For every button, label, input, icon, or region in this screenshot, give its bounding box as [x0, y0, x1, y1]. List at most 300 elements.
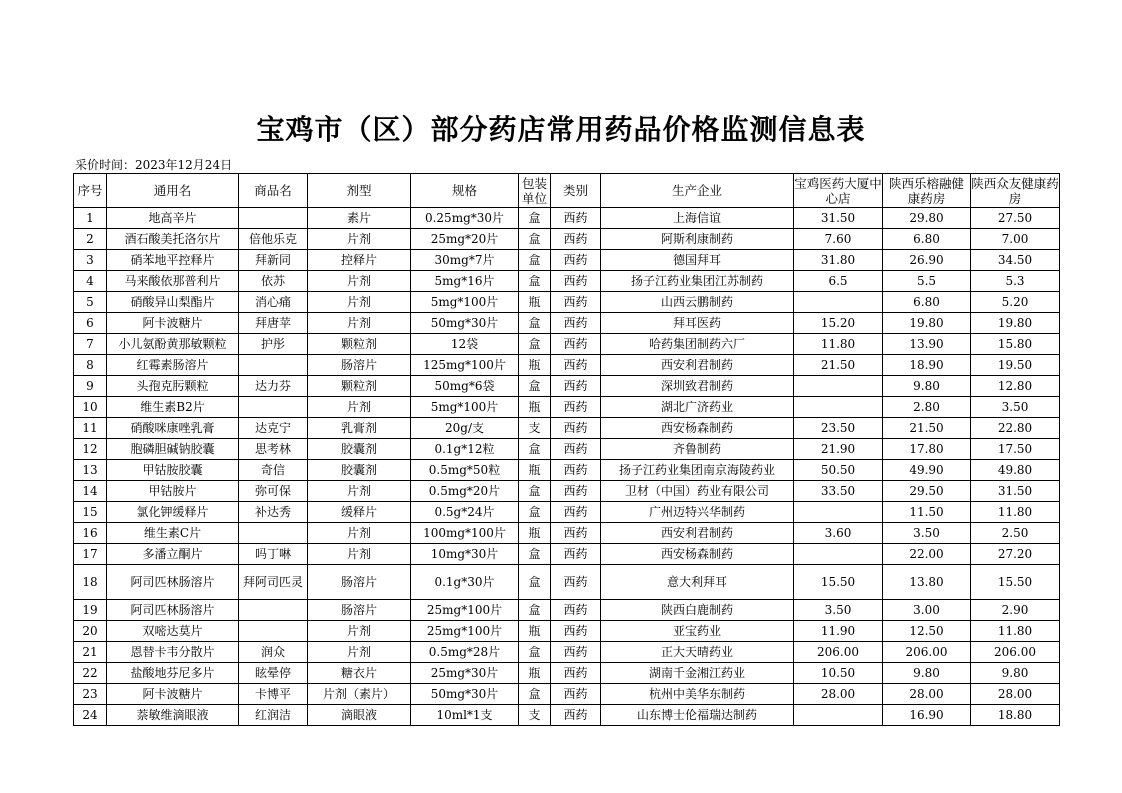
- cell-brand-name: 达克宁: [239, 418, 308, 439]
- cell-manufacturer: 扬子江药业集团江苏制药: [601, 271, 794, 292]
- cell-generic-name: 小儿氨酚黄那敏颗粒: [107, 334, 239, 355]
- cell-package-unit: 瓶: [519, 621, 551, 642]
- cell-category: 西药: [551, 397, 601, 418]
- cell-price-store-3: 2.90: [971, 600, 1060, 621]
- cell-brand-name: [239, 600, 308, 621]
- cell-package-unit: 盒: [519, 334, 551, 355]
- cell-price-store-2: 3.50: [883, 523, 971, 544]
- table-row: [74, 600, 1060, 621]
- cell-category: 西药: [551, 250, 601, 271]
- cell-generic-name: 地高辛片: [107, 208, 239, 229]
- cell-generic-name: 阿司匹林肠溶片: [107, 600, 239, 621]
- cell-index: 16: [74, 523, 107, 544]
- cell-specification: 0.5g*24片: [411, 502, 519, 523]
- cell-specification: 25mg*100片: [411, 600, 519, 621]
- cell-specification: 50mg*30片: [411, 313, 519, 334]
- cell-price-store-2: 22.00: [883, 544, 971, 565]
- cell-package-unit: 瓶: [519, 397, 551, 418]
- cell-price-store-1: 31.50: [794, 208, 883, 229]
- cell-manufacturer: 湖南千金湘江药业: [601, 663, 794, 684]
- cell-index: 18: [74, 565, 107, 600]
- cell-category: 西药: [551, 663, 601, 684]
- cell-specification: 5mg*16片: [411, 271, 519, 292]
- cell-price-store-2: 206.00: [883, 642, 971, 663]
- cell-dosage-form: 缓释片: [308, 502, 411, 523]
- cell-package-unit: 盒: [519, 600, 551, 621]
- cell-manufacturer: 拜耳医药: [601, 313, 794, 334]
- header-store-3: 陕西众友健康药房: [971, 175, 1059, 206]
- cell-manufacturer: 西安杨森制药: [601, 418, 794, 439]
- cell-price-store-3: 12.80: [971, 376, 1060, 397]
- cell-index: 2: [74, 229, 107, 250]
- cell-manufacturer: 深圳致君制药: [601, 376, 794, 397]
- cell-index: 3: [74, 250, 107, 271]
- cell-specification: 25mg*100片: [411, 621, 519, 642]
- cell-dosage-form: 控释片: [308, 250, 411, 271]
- header-store-2: 陕西乐榕融健康药房: [883, 174, 971, 208]
- header-dosage-form: 剂型: [308, 174, 411, 208]
- cell-specification: 100mg*100片: [411, 523, 519, 544]
- cell-generic-name: 硝酸异山梨酯片: [107, 292, 239, 313]
- cell-generic-name: 硝苯地平控释片: [107, 250, 239, 271]
- cell-category: 西药: [551, 292, 601, 313]
- cell-brand-name: [239, 621, 308, 642]
- cell-brand-name: [239, 208, 308, 229]
- cell-price-store-1: [794, 397, 883, 418]
- cell-price-store-2: 28.00: [883, 684, 971, 705]
- cell-price-store-2: 26.90: [883, 250, 971, 271]
- cell-dosage-form: 滴眼液: [308, 705, 411, 726]
- cell-category: 西药: [551, 334, 601, 355]
- cell-index: 13: [74, 460, 107, 481]
- cell-specification: 12袋: [411, 334, 519, 355]
- cell-manufacturer: 上海信谊: [601, 208, 794, 229]
- cell-manufacturer: 山东博士伦福瑞达制药: [601, 705, 794, 726]
- cell-manufacturer: 扬子江药业集团南京海陵药业: [601, 460, 794, 481]
- table-row: [74, 292, 1060, 313]
- collection-date: 采价时间：2023年12月24日: [75, 158, 233, 172]
- cell-generic-name: 双嘧达莫片: [107, 621, 239, 642]
- table-row: [74, 621, 1060, 642]
- cell-category: 西药: [551, 418, 601, 439]
- cell-index: 17: [74, 544, 107, 565]
- cell-specification: 0.1g*30片: [411, 565, 519, 600]
- cell-index: 19: [74, 600, 107, 621]
- table-row: [74, 250, 1060, 271]
- header-brand-name: 商品名: [239, 174, 308, 208]
- cell-specification: 0.1g*12粒: [411, 439, 519, 460]
- cell-package-unit: 盒: [519, 313, 551, 334]
- cell-price-store-3: 28.00: [971, 684, 1060, 705]
- cell-index: 8: [74, 355, 107, 376]
- cell-brand-name: 消心痛: [239, 292, 308, 313]
- table-row: [74, 334, 1060, 355]
- cell-generic-name: 维生素B2片: [107, 397, 239, 418]
- cell-manufacturer: 德国拜耳: [601, 250, 794, 271]
- header-specification: 规格: [411, 174, 519, 208]
- cell-price-store-1: 21.50: [794, 355, 883, 376]
- cell-price-store-1: 21.90: [794, 439, 883, 460]
- cell-dosage-form: 片剂: [308, 313, 411, 334]
- cell-package-unit: 盒: [519, 271, 551, 292]
- cell-index: 12: [74, 439, 107, 460]
- cell-category: 西药: [551, 376, 601, 397]
- cell-package-unit: 盒: [519, 544, 551, 565]
- cell-specification: 50mg*6袋: [411, 376, 519, 397]
- cell-package-unit: 盒: [519, 229, 551, 250]
- cell-package-unit: 支: [519, 705, 551, 726]
- cell-price-store-1: [794, 705, 883, 726]
- cell-specification: 25mg*20片: [411, 229, 519, 250]
- cell-specification: 125mg*100片: [411, 355, 519, 376]
- cell-price-store-1: [794, 502, 883, 523]
- cell-index: 1: [74, 208, 107, 229]
- cell-category: 西药: [551, 705, 601, 726]
- cell-generic-name: 维生素C片: [107, 523, 239, 544]
- cell-manufacturer: 齐鲁制药: [601, 439, 794, 460]
- cell-generic-name: 阿卡波糖片: [107, 313, 239, 334]
- cell-price-store-1: 15.20: [794, 313, 883, 334]
- cell-price-store-1: 7.60: [794, 229, 883, 250]
- cell-category: 西药: [551, 642, 601, 663]
- table-row: [74, 565, 1060, 600]
- cell-package-unit: 盒: [519, 684, 551, 705]
- table-row: [74, 439, 1060, 460]
- cell-price-store-3: 7.00: [971, 229, 1060, 250]
- cell-price-store-1: 10.50: [794, 663, 883, 684]
- cell-manufacturer: 阿斯利康制药: [601, 229, 794, 250]
- cell-dosage-form: 片剂: [308, 292, 411, 313]
- cell-price-store-1: 28.00: [794, 684, 883, 705]
- cell-price-store-3: 27.20: [971, 544, 1060, 565]
- cell-dosage-form: 片剂: [308, 523, 411, 544]
- table-row: [74, 376, 1060, 397]
- header-category: 类别: [551, 174, 601, 208]
- cell-index: 4: [74, 271, 107, 292]
- table-row: [74, 418, 1060, 439]
- cell-brand-name: 倍他乐克: [239, 229, 308, 250]
- cell-price-store-3: 19.80: [971, 313, 1060, 334]
- cell-dosage-form: 片剂: [308, 271, 411, 292]
- cell-category: 西药: [551, 355, 601, 376]
- cell-brand-name: [239, 523, 308, 544]
- cell-price-store-1: 11.80: [794, 334, 883, 355]
- cell-generic-name: 酒石酸美托洛尔片: [107, 229, 239, 250]
- table-row: [74, 663, 1060, 684]
- cell-specification: 5mg*100片: [411, 397, 519, 418]
- table-row: [74, 313, 1060, 334]
- cell-generic-name: 马来酸依那普利片: [107, 271, 239, 292]
- cell-package-unit: 瓶: [519, 663, 551, 684]
- cell-dosage-form: 胶囊剂: [308, 460, 411, 481]
- cell-price-store-1: 50.50: [794, 460, 883, 481]
- cell-category: 西药: [551, 460, 601, 481]
- cell-price-store-1: [794, 376, 883, 397]
- cell-price-store-3: 206.00: [971, 642, 1060, 663]
- cell-brand-name: 红润洁: [239, 705, 308, 726]
- cell-specification: 0.5mg*28片: [411, 642, 519, 663]
- cell-specification: 30mg*7片: [411, 250, 519, 271]
- cell-specification: 25mg*30片: [411, 663, 519, 684]
- cell-price-store-1: 206.00: [794, 642, 883, 663]
- cell-category: 西药: [551, 313, 601, 334]
- price-table: [73, 173, 1060, 726]
- cell-manufacturer: 西安杨森制药: [601, 544, 794, 565]
- cell-package-unit: 盒: [519, 642, 551, 663]
- cell-price-store-1: 31.80: [794, 250, 883, 271]
- cell-manufacturer: 正大天晴药业: [601, 642, 794, 663]
- table-row: [74, 397, 1060, 418]
- cell-brand-name: 依苏: [239, 271, 308, 292]
- cell-price-store-2: 11.50: [883, 502, 971, 523]
- header-store-1: 宝鸡医药大厦中心店: [794, 175, 882, 206]
- cell-category: 西药: [551, 229, 601, 250]
- table-row: [74, 705, 1060, 726]
- cell-specification: 10mg*30片: [411, 544, 519, 565]
- header-package-unit: 包装单位: [519, 174, 551, 208]
- cell-index: 14: [74, 481, 107, 502]
- cell-index: 24: [74, 705, 107, 726]
- cell-package-unit: 盒: [519, 250, 551, 271]
- cell-package-unit: 盒: [519, 376, 551, 397]
- table-row: [74, 502, 1060, 523]
- cell-manufacturer: 山西云鹏制药: [601, 292, 794, 313]
- cell-specification: 5mg*100片: [411, 292, 519, 313]
- cell-price-store-3: 9.80: [971, 663, 1060, 684]
- cell-generic-name: 甲钴胺片: [107, 481, 239, 502]
- cell-category: 西药: [551, 565, 601, 600]
- cell-price-store-1: [794, 544, 883, 565]
- cell-category: 西药: [551, 439, 601, 460]
- cell-generic-name: 氯化钾缓释片: [107, 502, 239, 523]
- cell-price-store-3: 22.80: [971, 418, 1060, 439]
- table-row: [74, 355, 1060, 376]
- cell-brand-name: 思考林: [239, 439, 308, 460]
- cell-brand-name: 吗丁啉: [239, 544, 308, 565]
- cell-price-store-3: 15.80: [971, 334, 1060, 355]
- cell-category: 西药: [551, 600, 601, 621]
- cell-index: 20: [74, 621, 107, 642]
- cell-generic-name: 恩替卡韦分散片: [107, 642, 239, 663]
- cell-generic-name: 胞磷胆碱钠胶囊: [107, 439, 239, 460]
- cell-generic-name: 硝酸咪康唑乳膏: [107, 418, 239, 439]
- cell-price-store-2: 9.80: [883, 376, 971, 397]
- cell-price-store-2: 21.50: [883, 418, 971, 439]
- cell-generic-name: 多潘立酮片: [107, 544, 239, 565]
- cell-price-store-2: 17.80: [883, 439, 971, 460]
- table-row: [74, 544, 1060, 565]
- cell-dosage-form: 片剂（素片）: [308, 684, 411, 705]
- cell-price-store-3: 17.50: [971, 439, 1060, 460]
- cell-generic-name: 盐酸地芬尼多片: [107, 663, 239, 684]
- cell-brand-name: [239, 397, 308, 418]
- cell-price-store-2: 29.50: [883, 481, 971, 502]
- header-manufacturer: 生产企业: [601, 174, 794, 208]
- cell-package-unit: 盒: [519, 481, 551, 502]
- cell-dosage-form: 片剂: [308, 229, 411, 250]
- cell-manufacturer: 西安利君制药: [601, 523, 794, 544]
- table-body: [74, 208, 1060, 726]
- cell-package-unit: 盒: [519, 208, 551, 229]
- cell-category: 西药: [551, 271, 601, 292]
- cell-brand-name: 奇信: [239, 460, 308, 481]
- cell-manufacturer: 亚宝药业: [601, 621, 794, 642]
- cell-specification: 20g/支: [411, 418, 519, 439]
- cell-brand-name: 拜唐苹: [239, 313, 308, 334]
- cell-index: 15: [74, 502, 107, 523]
- cell-manufacturer: 哈药集团制药六厂: [601, 334, 794, 355]
- cell-index: 21: [74, 642, 107, 663]
- cell-dosage-form: 片剂: [308, 544, 411, 565]
- cell-package-unit: 瓶: [519, 292, 551, 313]
- cell-package-unit: 支: [519, 418, 551, 439]
- cell-brand-name: 眩晕停: [239, 663, 308, 684]
- cell-dosage-form: 肠溶片: [308, 565, 411, 600]
- table-row: [74, 684, 1060, 705]
- table-row: [74, 208, 1060, 229]
- cell-specification: 0.25mg*30片: [411, 208, 519, 229]
- cell-brand-name: 护彤: [239, 334, 308, 355]
- cell-dosage-form: 糖衣片: [308, 663, 411, 684]
- cell-category: 西药: [551, 684, 601, 705]
- cell-dosage-form: 乳膏剂: [308, 418, 411, 439]
- cell-price-store-1: 15.50: [794, 565, 883, 600]
- cell-price-store-2: 6.80: [883, 292, 971, 313]
- cell-price-store-2: 13.90: [883, 334, 971, 355]
- cell-package-unit: 瓶: [519, 460, 551, 481]
- cell-brand-name: [239, 355, 308, 376]
- cell-price-store-2: 49.90: [883, 460, 971, 481]
- cell-brand-name: 拜新同: [239, 250, 308, 271]
- cell-generic-name: 头孢克肟颗粒: [107, 376, 239, 397]
- cell-price-store-2: 3.00: [883, 600, 971, 621]
- cell-price-store-2: 12.50: [883, 621, 971, 642]
- cell-price-store-2: 29.80: [883, 208, 971, 229]
- cell-package-unit: 盒: [519, 502, 551, 523]
- cell-dosage-form: 胶囊剂: [308, 439, 411, 460]
- cell-price-store-1: 6.5: [794, 271, 883, 292]
- cell-category: 西药: [551, 502, 601, 523]
- cell-dosage-form: 片剂: [308, 481, 411, 502]
- table-row: [74, 229, 1060, 250]
- cell-package-unit: 盒: [519, 439, 551, 460]
- cell-package-unit: 盒: [519, 565, 551, 600]
- cell-category: 西药: [551, 544, 601, 565]
- cell-generic-name: 萘敏维滴眼液: [107, 705, 239, 726]
- cell-price-store-1: 23.50: [794, 418, 883, 439]
- cell-generic-name: 甲钴胺胶囊: [107, 460, 239, 481]
- cell-price-store-3: 11.80: [971, 502, 1060, 523]
- cell-manufacturer: 西安利君制药: [601, 355, 794, 376]
- cell-brand-name: 补达秀: [239, 502, 308, 523]
- cell-dosage-form: 素片: [308, 208, 411, 229]
- cell-dosage-form: 片剂: [308, 642, 411, 663]
- table-header-row: [74, 174, 1060, 208]
- cell-price-store-3: 31.50: [971, 481, 1060, 502]
- page-title: 宝鸡市（区）部分药店常用药品价格监测信息表: [256, 113, 866, 146]
- cell-price-store-3: 19.50: [971, 355, 1060, 376]
- cell-price-store-3: 11.80: [971, 621, 1060, 642]
- cell-category: 西药: [551, 621, 601, 642]
- cell-dosage-form: 片剂: [308, 397, 411, 418]
- cell-price-store-2: 13.80: [883, 565, 971, 600]
- cell-price-store-1: [794, 292, 883, 313]
- cell-category: 西药: [551, 208, 601, 229]
- cell-price-store-3: 18.80: [971, 705, 1060, 726]
- cell-index: 9: [74, 376, 107, 397]
- cell-price-store-2: 5.5: [883, 271, 971, 292]
- cell-index: 23: [74, 684, 107, 705]
- cell-category: 西药: [551, 481, 601, 502]
- cell-dosage-form: 片剂: [308, 621, 411, 642]
- cell-dosage-form: 颗粒剂: [308, 334, 411, 355]
- cell-price-store-2: 6.80: [883, 229, 971, 250]
- cell-price-store-3: 15.50: [971, 565, 1060, 600]
- cell-package-unit: 瓶: [519, 355, 551, 376]
- cell-brand-name: 润众: [239, 642, 308, 663]
- cell-price-store-3: 49.80: [971, 460, 1060, 481]
- cell-category: 西药: [551, 523, 601, 544]
- cell-price-store-3: 5.3: [971, 271, 1060, 292]
- table-row: [74, 271, 1060, 292]
- cell-price-store-2: 2.80: [883, 397, 971, 418]
- cell-price-store-1: 11.90: [794, 621, 883, 642]
- cell-brand-name: 弥可保: [239, 481, 308, 502]
- cell-price-store-3: 2.50: [971, 523, 1060, 544]
- cell-index: 22: [74, 663, 107, 684]
- cell-price-store-1: 3.60: [794, 523, 883, 544]
- cell-specification: 0.5mg*50粒: [411, 460, 519, 481]
- cell-package-unit: 瓶: [519, 523, 551, 544]
- cell-price-store-2: 18.90: [883, 355, 971, 376]
- cell-manufacturer: 陕西白鹿制药: [601, 600, 794, 621]
- cell-brand-name: 卡博平: [239, 684, 308, 705]
- cell-index: 7: [74, 334, 107, 355]
- table-row: [74, 460, 1060, 481]
- cell-brand-name: 达力芬: [239, 376, 308, 397]
- cell-specification: 50mg*30片: [411, 684, 519, 705]
- cell-generic-name: 阿卡波糖片: [107, 684, 239, 705]
- cell-price-store-2: 19.80: [883, 313, 971, 334]
- header-index: 序号: [74, 174, 107, 208]
- table-row: [74, 481, 1060, 502]
- cell-manufacturer: 广州迈特兴华制药: [601, 502, 794, 523]
- cell-price-store-1: 3.50: [794, 600, 883, 621]
- cell-generic-name: 红霉素肠溶片: [107, 355, 239, 376]
- cell-price-store-3: 34.50: [971, 250, 1060, 271]
- cell-generic-name: 阿司匹林肠溶片: [107, 565, 239, 600]
- cell-specification: 10ml*1支: [411, 705, 519, 726]
- cell-brand-name: 拜阿司匹灵: [239, 565, 308, 600]
- cell-index: 5: [74, 292, 107, 313]
- table-row: [74, 523, 1060, 544]
- cell-price-store-1: 33.50: [794, 481, 883, 502]
- cell-price-store-3: 27.50: [971, 208, 1060, 229]
- cell-index: 11: [74, 418, 107, 439]
- cell-index: 6: [74, 313, 107, 334]
- header-generic-name: 通用名: [107, 174, 239, 208]
- cell-price-store-2: 16.90: [883, 705, 971, 726]
- cell-index: 10: [74, 397, 107, 418]
- cell-specification: 0.5mg*20片: [411, 481, 519, 502]
- cell-manufacturer: 湖北广济药业: [601, 397, 794, 418]
- cell-dosage-form: 颗粒剂: [308, 376, 411, 397]
- cell-dosage-form: 肠溶片: [308, 355, 411, 376]
- cell-price-store-2: 9.80: [883, 663, 971, 684]
- cell-price-store-3: 3.50: [971, 397, 1060, 418]
- cell-manufacturer: 卫材（中国）药业有限公司: [601, 481, 794, 502]
- cell-dosage-form: 肠溶片: [308, 600, 411, 621]
